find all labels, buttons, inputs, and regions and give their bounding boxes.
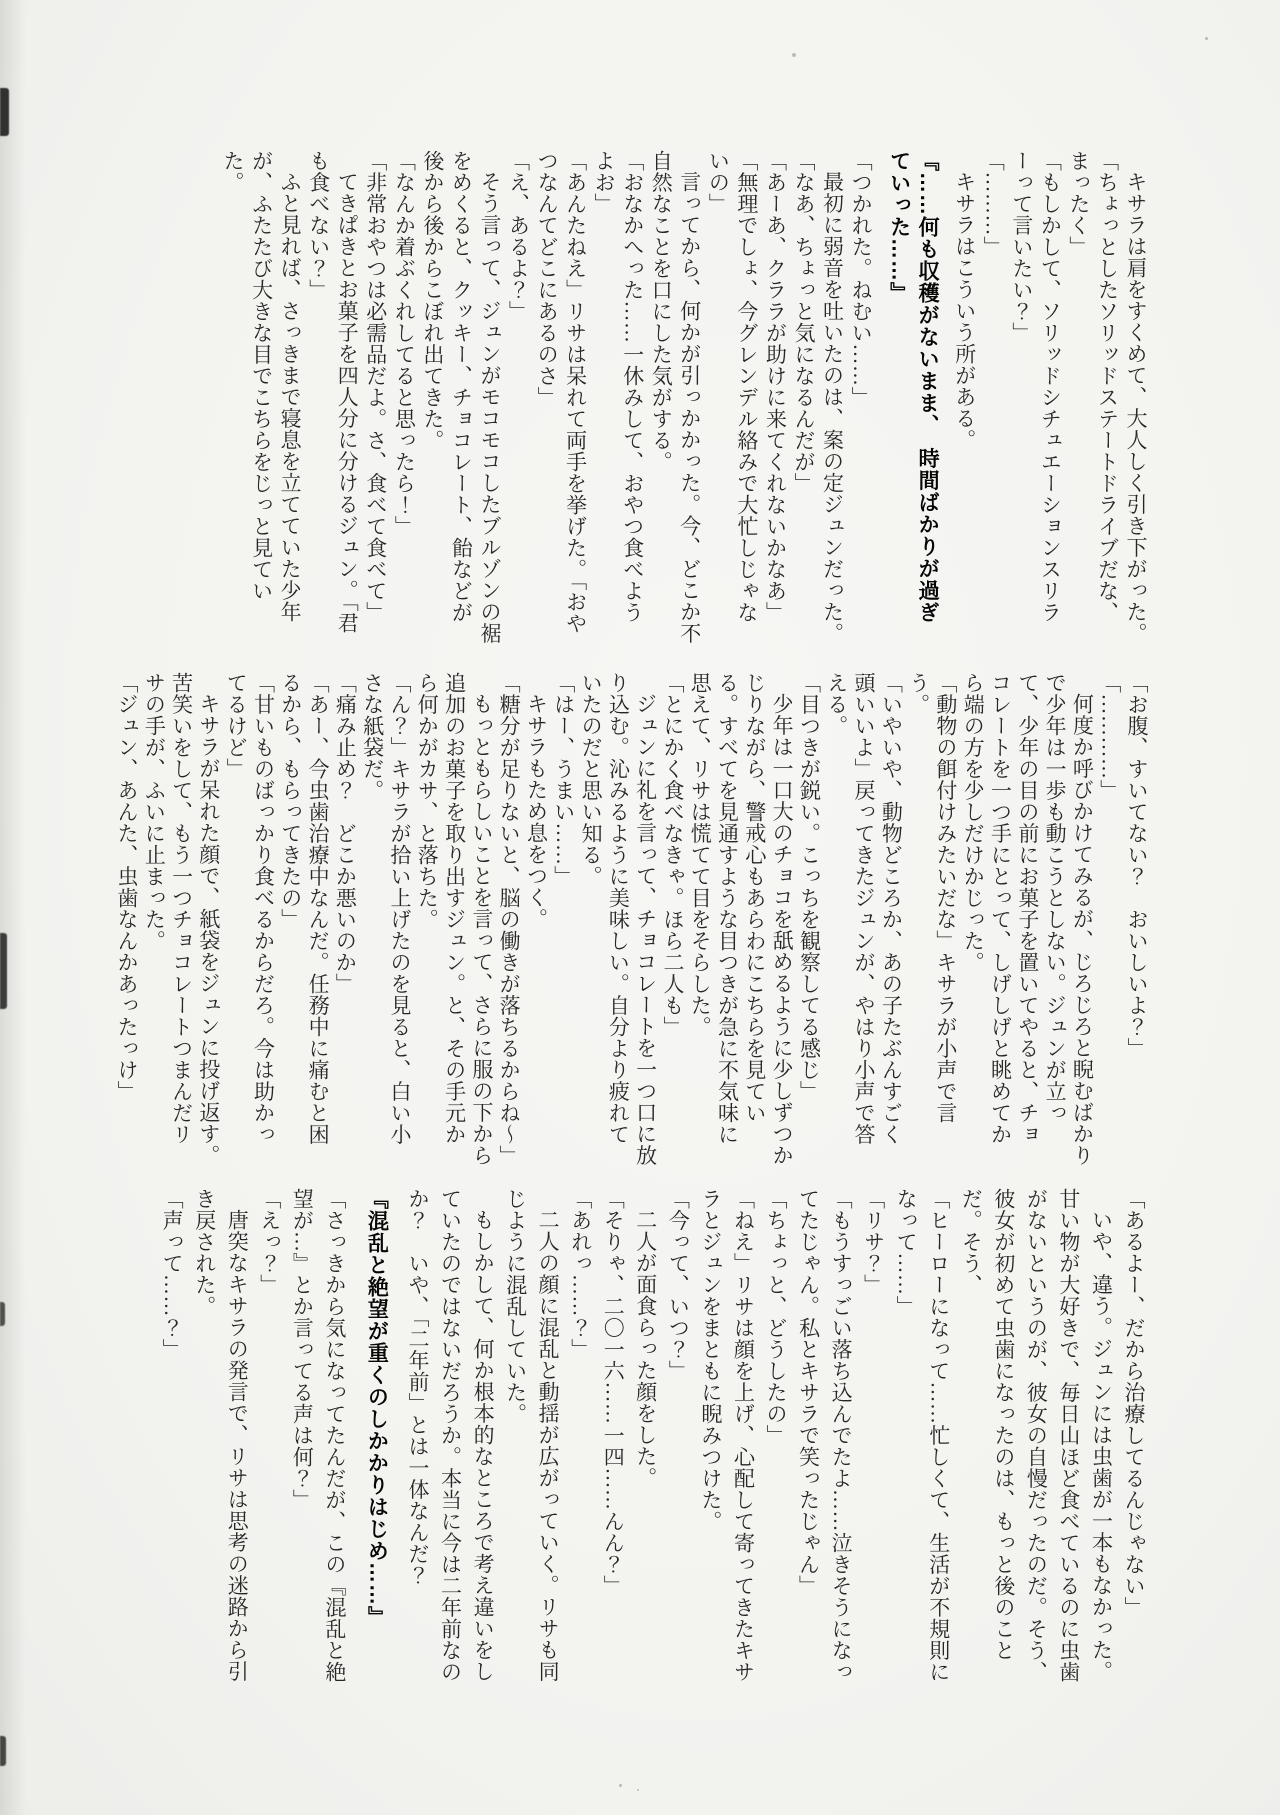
scan-artifact	[0, 88, 9, 136]
paragraph: 「えっ？」	[257, 1188, 282, 1296]
spine-shadow	[0, 0, 26, 1815]
monologue-heading: 『混乱と絶望が重くのしかかりはじめ……』	[365, 1188, 389, 1628]
scan-speck	[792, 53, 796, 57]
paragraph: 「動物の餌付けみたいだな」キサラが小声で言う。	[906, 672, 958, 1124]
scan-speck	[1205, 37, 1208, 40]
paragraph: 唐突なキサラの発言で、リサは思考の迷路から引き戻された。	[192, 1188, 250, 1682]
paragraph: 「そりゃ、二〇一六……一四……んん？」	[601, 1188, 626, 1597]
paragraph: 二人の顔に混乱と動揺が広がっていく。リサも同じように混乱していた。	[503, 1188, 561, 1682]
paragraph: 何度か呼びかけてみるが、じろじろと睨むばかりで少年は一歩も動こうとしない。ジュンが立って、少年の目の前にお菓子を置いてやると、チョコレートを一つ手にとって、しげしげと眺めてから端の方を少しだけかじった。	[961, 672, 1095, 1166]
scan-speck	[637, 1789, 639, 1791]
paragraph: 「あー、今虫歯治療中なんだ。任務中に痛むと困るから、もらってきたの」	[278, 672, 331, 1145]
scan-artifact	[0, 1302, 5, 1326]
paragraph: 「非常おやつは必需品だよ。さ、食べて食べて」	[363, 150, 388, 623]
paragraph: 「さっきから気になってたんだが、この『混乱と絶望が…』とか言ってる声は何？」	[290, 1188, 347, 1683]
text-band-bottom	[104, 1188, 1150, 1690]
paragraph: 「あるよー、だから治療してるんじゃない」	[1122, 1188, 1146, 1618]
paragraph: キサラもため息をつく。	[524, 693, 549, 930]
text-band-top	[104, 150, 1150, 644]
paragraph: 「つかれた。ねむい……」	[849, 150, 874, 408]
paragraph: 「ジュン、あんた、虫歯なんかあったっけ」	[115, 672, 140, 1102]
paragraph: いや、違う。ジュンには虫歯が一本もなかった。甘い物が大好きで、毎日山ほど食べているのに虫歯がないというのが、彼女の自慢だったのだ。そう、彼女が初めて虫歯になったのは、もっと後のことだ。そう、	[959, 1188, 1114, 1683]
paragraph: 「無理でしょ、今グレンデル絡みで大忙しじゃないの」	[706, 150, 759, 623]
paragraph: 「なあ、ちょっと気になるんだが」	[791, 150, 816, 494]
paragraph: てきぱきとお菓子を四人分に分けるジュン。「君も食べない？」	[306, 150, 360, 634]
paragraph: 「ねえ」リサは顔を上げ、心配して寄ってきたキサラとジュンをまともに睨みつけた。	[698, 1188, 756, 1683]
paragraph: 「お腹、すいてない？ おいしいよ？」	[1125, 672, 1149, 1059]
paragraph: 「いやいや、動物どころか、あの子たぶんすごく頭いいよ」戻ってきたジュンが、やはり小声で答える。	[824, 672, 904, 1145]
paragraph: 「今って、いつ？」	[666, 1188, 691, 1382]
paragraph: 「ちょっとしたソリッドステートドライブだな、まったく」	[1066, 150, 1120, 623]
paragraph: ジュンに礼を言って、チョコレートを一つ口に放り込む。沁みるように美味しい。自分より疲れていたのだと思い知る。	[579, 672, 658, 1166]
scan-speck	[619, 1784, 622, 1787]
paragraph: 「痛み止め？ どこか悪いのか」	[333, 672, 358, 995]
scan-artifact	[0, 1736, 6, 1766]
paragraph: 「…………」	[1097, 672, 1122, 801]
paragraph: 二人が面食らった顔をした。	[633, 1209, 658, 1489]
paragraph: 「糖分が足りないと、脳の働きが落ちるからね〜」	[497, 672, 522, 1167]
paragraph: 「あーあ、クララが助けに来てくれないかなあ」	[763, 150, 788, 623]
paragraph: そう言って、ジュンがモコモコしたブルゾンの裾をめくると、クッキー、チョコレート、飴などが後から後からこぼれ出てきた。	[420, 150, 502, 644]
paragraph: 「………」	[981, 150, 1006, 258]
paragraph: 「あんたねえ」リサは呆れて両手を挙げた。「おやつなんてどこにあるのさ」	[535, 150, 588, 634]
paragraph: 「もしかして、ソリッドシチュエーションスリラーって言いたい？」	[1009, 150, 1063, 623]
paragraph: 「とにかく食べなきゃ。ほら二人も」	[660, 672, 685, 1038]
paragraph: 「なんか着ぶくれしてると思ったら！」	[392, 150, 417, 537]
paragraph: キサラが呆れた顔で、紙袋をジュンに投げ返す。苦笑いをして、もう一つチョコレートつまんだリサの手が、ふいに止まった。	[142, 672, 221, 1166]
paragraph: もっともらしいことを言って、さらに服の下から追加のお菓子を取り出すジュン。と、その手元から何かがカサ、と落ちた。	[415, 672, 494, 1166]
paragraph: 「もうすっごい落ち込んでたよ……泣きそうになってたじゃん。私とキサラで笑ったじゃん」	[796, 1188, 854, 1683]
paragraph: 「ん？」キサラが拾い上げたのを見ると、白い小さな紙袋だ。	[360, 672, 412, 1145]
paragraph: 「ヒーローになって……忙しくて、生活が不規則になって……」	[894, 1188, 951, 1683]
paragraph: キサラはこういう所がある。	[952, 171, 977, 451]
paragraph: もしかして、何か根本的なところで考え違いをしていたのではないだろうか。本当に今は二年前なのか？ いや、「二年前」とは一体なんだ？	[405, 1188, 496, 1683]
paragraph: 「目つきが鋭い。こっちを観察してる感じ」	[797, 672, 822, 1102]
paragraph: 「リサ？」	[861, 1188, 886, 1296]
paragraph: 「声って……？」	[160, 1188, 185, 1360]
text-band-middle	[104, 672, 1150, 1166]
paragraph: 「はー、うまい……」	[551, 672, 576, 887]
paragraph: 「おなかへった……一休みして、おやつ食べようよお」	[592, 150, 645, 623]
monologue-heading: 『……何も収穫がないまま、 時間ばかりが過ぎていった……』	[887, 150, 940, 624]
paragraph: 少年は一口大のチョコを舐めるように少しずつかじりながら、警戒心もあらわにこちらを見ている。すべてを見通すような目つきが急に不気味に思えて、リサは慌てて目をそらした。	[688, 672, 795, 1166]
paragraph: 「あれっ……？」	[568, 1188, 593, 1360]
paragraph: 最初に弱音を吐いたのは、案の定ジュンだった。	[820, 171, 845, 644]
scan-artifact	[0, 933, 7, 1009]
paragraph: キサラは肩をすくめて、大人しく引き下がった。	[1124, 171, 1148, 644]
paragraph: 「甘いものばっかり食べるからだろ。今は助かってるけど」	[224, 672, 276, 1145]
paragraph: 「ちょっと、どうしたの」	[763, 1188, 788, 1446]
paragraph: 「え、あるよ？」	[506, 150, 531, 322]
paragraph: ふと見れば、さっきまで寝息を立てていた少年が、ふたたび大きな目でこちらをじっと見ていた。	[221, 150, 303, 623]
paragraph: 言ってから、何かが引っかかった。今、どこか不自然なことを口にした気がする。	[649, 150, 702, 644]
